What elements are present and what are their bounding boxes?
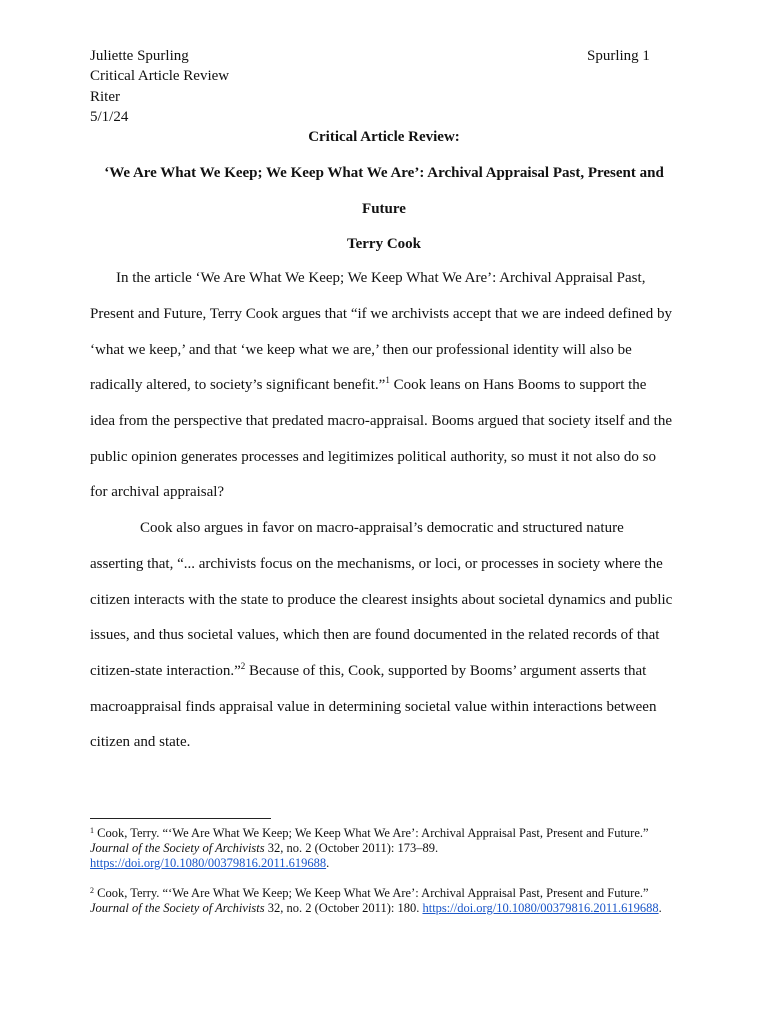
paragraph-line: idea from the perspective that predated macro-appraisal. Booms argued that society itself and the	[90, 413, 673, 429]
paragraph-line: Present and Future, Terry Cook argues that “if we archivists accept that we are indeed defined by	[90, 306, 672, 322]
footnote-ref-1[interactable]: 1	[385, 375, 390, 385]
paragraph-line: In the article ‘We Are What We Keep; We Keep What We Are’: Archival Appraisal Past,	[116, 270, 646, 286]
footnote-number: 2	[90, 886, 94, 895]
paragraph-line	[90, 377, 646, 394]
doi-link[interactable]: https://doi.org/10.1080/00379816.2011.619688	[422, 900, 659, 915]
doi-link[interactable]: https://doi.org/10.1080/00379816.2011.619688	[90, 855, 327, 870]
paragraph-line: issues, and thus societal values, which then are found documented in the related records of that	[90, 627, 660, 643]
running-head: Spurling 1	[587, 48, 650, 64]
footnote-1	[90, 826, 690, 870]
instructor-name: Riter	[90, 88, 120, 105]
paragraph-text: citizen-state interaction.”	[90, 663, 241, 679]
footnote-citation: Cook, Terry. “‘We Are What We Keep; We Keep What We Are’: Archival Appraisal Past, Present and Future.”	[94, 886, 649, 900]
footnote-divider	[90, 818, 271, 819]
journal-title: Journal of the Society of Archivists	[90, 900, 265, 915]
course-name: Critical Article Review	[90, 68, 230, 85]
paragraph-line: Cook also argues in favor on macro-appraisal’s democratic and structured nature	[140, 520, 624, 536]
paragraph-line: ‘what we keep,’ and that ‘we keep what we are,’ then our professional identity will also be	[90, 342, 632, 358]
paragraph-line: citizen interacts with the state to produce the clearest insights about societal dynamics and public	[90, 592, 673, 608]
paragraph-line: macroappraisal finds appraisal value in determining societal value within interactions between	[90, 699, 657, 715]
footnote-citation: Cook, Terry. “‘We Are What We Keep; We Keep What We Are’: Archival Appraisal Past, Present and Future.”	[94, 826, 649, 840]
paragraph-text: Cook leans on Hans Booms to support the	[389, 377, 647, 393]
footnote-2	[90, 886, 690, 916]
article-author: Terry Cook	[346, 236, 422, 252]
paragraph-line: citizen and state.	[90, 734, 191, 750]
footnote-ref-2[interactable]: 2	[240, 661, 246, 671]
paragraph-line: public opinion generates processes and legitimizes political authority, so must it not also do so	[90, 449, 657, 465]
paragraph-line: asserting that, “... archivists focus on the mechanisms, or loci, or processes in society where the	[90, 556, 663, 572]
footnote-tail: .	[658, 900, 662, 915]
footnote-number: 1	[90, 826, 94, 835]
date: 5/1/24	[90, 108, 129, 125]
paragraph-text: radically altered, to society’s significant benefit.”	[90, 377, 386, 393]
paragraph-text: Because of this, Cook, supported by Booms’ argument asserts that	[245, 663, 647, 679]
paragraph-line: for archival appraisal?	[90, 484, 225, 500]
footnote-citation: 32, no. 2 (October 2011): 180.	[264, 900, 423, 915]
footnote-tail: .	[326, 855, 330, 870]
article-title-line-2: Future	[362, 201, 406, 217]
article-title-line-1: ‘We Are What We Keep; We Keep What We Are’: Archival Appraisal Past, Present and	[104, 165, 664, 181]
author-name: Juliette Spurling	[90, 48, 189, 64]
journal-title: Journal of the Society of Archivists	[90, 840, 265, 855]
paragraph-line	[90, 663, 646, 680]
header-block	[90, 46, 229, 127]
footnote-citation: 32, no. 2 (October 2011): 173–89.	[264, 840, 439, 855]
title-heading: Critical Article Review:	[308, 129, 460, 145]
